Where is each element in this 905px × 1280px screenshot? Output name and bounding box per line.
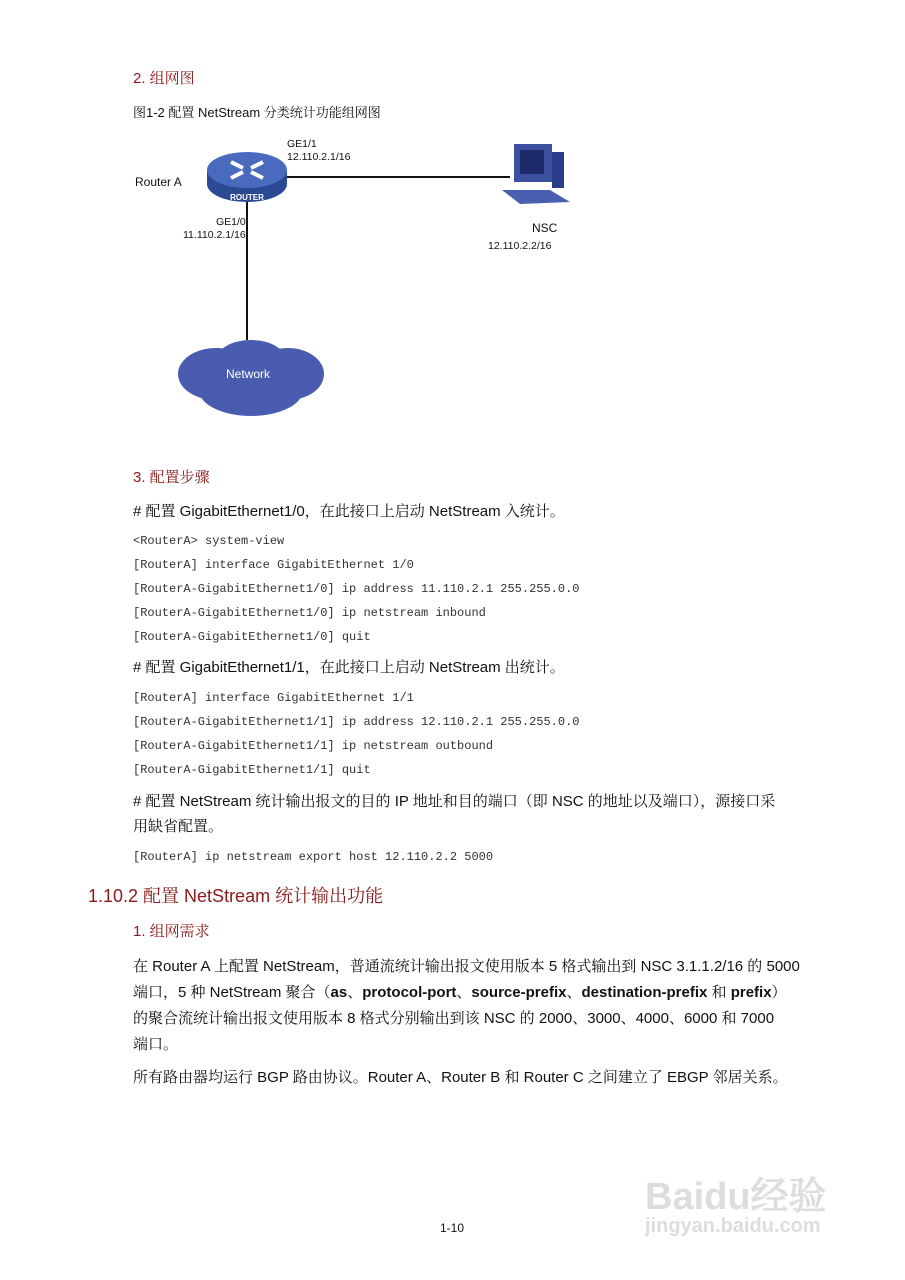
network-label: Network bbox=[226, 367, 271, 381]
ge11-label: GE1/1 bbox=[287, 138, 317, 150]
step-text: # 配置 GigabitEthernet1/0，在此接口上启动 NetStream 入统计。 bbox=[133, 503, 565, 520]
watermark-logo: Baidu经验 bbox=[645, 1176, 827, 1218]
step-text: 用缺省配置。 bbox=[133, 818, 224, 835]
code-line: [RouterA-GigabitEthernet1/1] ip netstream outbound bbox=[133, 739, 494, 753]
figure-caption: 图1-2 配置 NetStream 分类统计功能组网图 bbox=[133, 105, 381, 120]
paragraph-line: 所有路由器均运行 BGP 路由协议。Router A、Router B 和 Router C 之间建立了 EBGP 邻居关系。 bbox=[133, 1069, 788, 1086]
section-heading: 3. 配置步骤 bbox=[133, 469, 210, 486]
paragraph-line: 在 Router A 上配置 NetStream，普通流统计输出报文使用版本 5 格式输出到 NSC 3.1.1.2/16 的 5000 bbox=[133, 958, 800, 975]
nsc-ip: 12.110.2.2/16 bbox=[488, 240, 552, 252]
page-number: 1-10 bbox=[440, 1221, 465, 1235]
code-line: [RouterA] ip netstream export host 12.110.2.2 5000 bbox=[133, 850, 494, 864]
ge11-ip: 12.110.2.1/16 bbox=[287, 151, 351, 163]
paragraph-line: 端口。 bbox=[133, 1036, 179, 1053]
code-line: [RouterA] interface GigabitEthernet 1/1 bbox=[133, 691, 414, 705]
computer-icon bbox=[500, 142, 572, 208]
paragraph-line: 的聚合流统计输出报文使用版本 8 格式分别输出到该 NSC 的 2000、3000、4000、6000 和 7000 bbox=[133, 1010, 775, 1027]
paragraph-line: 端口，5 种 NetStream 聚合（as、protocol-port、source-prefix、destination-prefix 和 prefix） bbox=[133, 984, 787, 1001]
step-text: # 配置 GigabitEthernet1/1，在此接口上启动 NetStream 出统计。 bbox=[133, 659, 565, 676]
link-ge11 bbox=[270, 176, 510, 178]
code-line: [RouterA-GigabitEthernet1/1] ip address 12.110.2.1 255.255.0.0 bbox=[133, 715, 580, 729]
code-line: [RouterA-GigabitEthernet1/1] quit bbox=[133, 763, 371, 777]
section-heading: 2. 组网图 bbox=[133, 70, 195, 87]
section-heading: 1. 组网需求 bbox=[133, 923, 210, 940]
watermark-url: jingyan.baidu.com bbox=[645, 1215, 821, 1237]
code-line: [RouterA-GigabitEthernet1/0] quit bbox=[133, 630, 371, 644]
step-text: # 配置 NetStream 统计输出报文的目的 IP 地址和目的端口（即 NSC 的地址以及端口），源接口采 bbox=[133, 793, 776, 810]
code-line: [RouterA-GigabitEthernet1/0] ip netstream inbound bbox=[133, 606, 486, 620]
section-title: 1.10.2 配置 NetStream 统计输出功能 bbox=[88, 886, 384, 906]
code-line: [RouterA] interface GigabitEthernet 1/0 bbox=[133, 558, 414, 572]
router-icon bbox=[205, 150, 289, 206]
code-line: [RouterA-GigabitEthernet1/0] ip address 11.110.2.1 255.255.0.0 bbox=[133, 582, 580, 596]
nsc-label: NSC bbox=[532, 221, 558, 235]
router-label: Router A bbox=[135, 175, 182, 189]
svg-text:ROUTER: ROUTER bbox=[230, 193, 264, 202]
ge10-ip: 11.110.2.1/16 bbox=[183, 229, 246, 241]
code-line: <RouterA> system-view bbox=[133, 534, 285, 548]
ge10-label: GE1/0 bbox=[216, 216, 246, 228]
link-ge10 bbox=[246, 200, 248, 340]
